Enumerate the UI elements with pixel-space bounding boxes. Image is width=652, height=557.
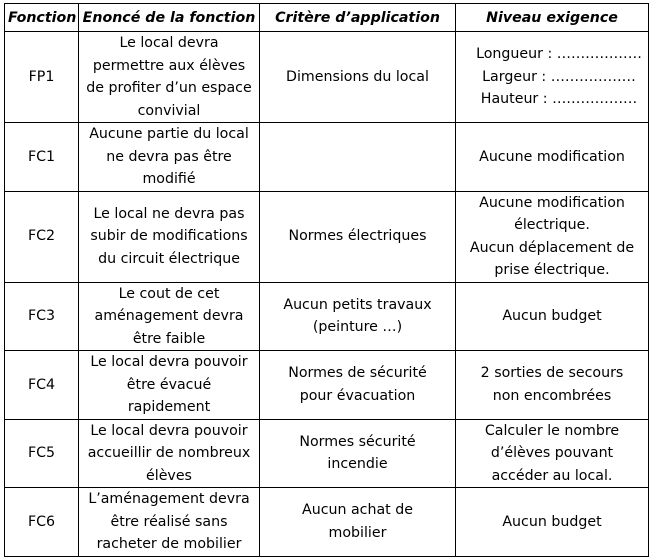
table-row [5,191,649,282]
text-line: mobilier [328,524,387,541]
text-line: permettre aux élèves [92,57,246,74]
cell-fonction: FC2 [5,191,79,282]
header-critere: Critère d’application [260,4,456,32]
cell-niveau [456,351,649,420]
cell-critere [260,32,456,123]
cell-fonction: FC4 [5,351,79,420]
text-line: (peinture …) [312,319,403,336]
text-line: Normes sécurité [299,433,416,450]
text-line: du circuit électrique [98,250,240,267]
text-line: accéder au local. [491,467,613,484]
cell-critere-empty [260,123,456,192]
text-line: Le local devra [119,35,219,51]
cell-niveau [456,32,649,123]
text-line: élèves [146,467,192,484]
cell-fonction: FC6 [5,488,79,557]
specification-table [4,3,649,557]
cell-critere [260,282,456,351]
cell-fonction: FC5 [5,419,79,488]
cell-enonce [79,123,260,192]
text-line: 2 sorties de secours [480,365,624,382]
text-line: électrique. [514,217,590,233]
header-row [5,4,649,32]
cell-enonce [79,419,260,488]
text-line: Normes de sécurité [288,365,427,382]
cell-critere [260,488,456,557]
header-fonction: Fonction [5,4,79,32]
dimension-largeur: Largeur : ……………… [482,68,636,85]
text-line: convivial [137,102,201,119]
table-row [5,351,649,420]
text-line: être réalisé sans [110,513,228,530]
cell-enonce [79,282,260,351]
cell-enonce [79,32,260,123]
table-row [5,419,649,488]
text-line: modifié [142,171,196,187]
text-line: incendie [327,456,388,473]
table-row [5,32,649,123]
text-line: Le cout de cet [118,285,220,302]
text-line: non encombrées [492,387,612,404]
cell-niveau [456,282,649,351]
table-row [5,282,649,351]
cell-niveau [456,191,649,282]
text-line: Aucun budget [502,513,602,530]
text-line: Aucun petits travaux [283,296,432,313]
text-line: être faible [132,330,206,347]
text-line: L’aménagement devra [88,491,250,507]
header-enonce: Enoncé de la fonction [79,4,260,32]
text-line: Le local devra pouvoir [90,354,248,370]
cell-fonction: FP1 [5,32,79,123]
cell-critere [260,191,456,282]
text-line: Aucun budget [502,308,602,324]
text-line: Normes électriques [288,228,427,245]
text-line: de profiter d’un espace [86,80,252,96]
text-line: aménagement devra [94,308,244,324]
text-line: rapidement [127,399,211,415]
text-line: ne devra pas être [106,148,232,165]
text-line: pour évacuation [299,387,416,404]
text-line: Aucune partie du local [89,126,249,142]
text-line: être évacué [126,376,212,393]
dimension-longueur: Longueur : ……………… [476,46,642,63]
text-line: subir de modifications [90,228,248,245]
text-line: accueillir de nombreux [87,445,251,461]
text-line: Aucune modification [479,194,625,211]
cell-niveau [456,488,649,557]
header-niveau: Niveau exigence [456,4,649,32]
text-line: Aucun achat de [302,502,413,519]
cell-critere [260,419,456,488]
text-line: Aucune modification [479,148,625,165]
cell-enonce [79,488,260,557]
text-line: racheter de mobilier [96,536,242,552]
text-line: Le local devra pouvoir [90,422,248,439]
text-line: d’élèves pouvant [490,445,614,461]
table-row [5,488,649,557]
cell-niveau [456,419,649,488]
cell-fonction: FC3 [5,282,79,351]
table-row [5,123,649,192]
text-line: Dimensions du local [286,68,429,85]
text-line: Le local ne devra pas [93,205,245,222]
cell-enonce [79,191,260,282]
cell-fonction: FC1 [5,123,79,192]
cell-niveau [456,123,649,192]
dimension-hauteur: Hauteur : ……………… [480,91,638,108]
text-line: Aucun déplacement de [469,239,635,256]
cell-critere [260,351,456,420]
text-line: prise électrique. [494,262,610,278]
cell-enonce [79,351,260,420]
text-line: Calculer le nombre [484,422,620,439]
